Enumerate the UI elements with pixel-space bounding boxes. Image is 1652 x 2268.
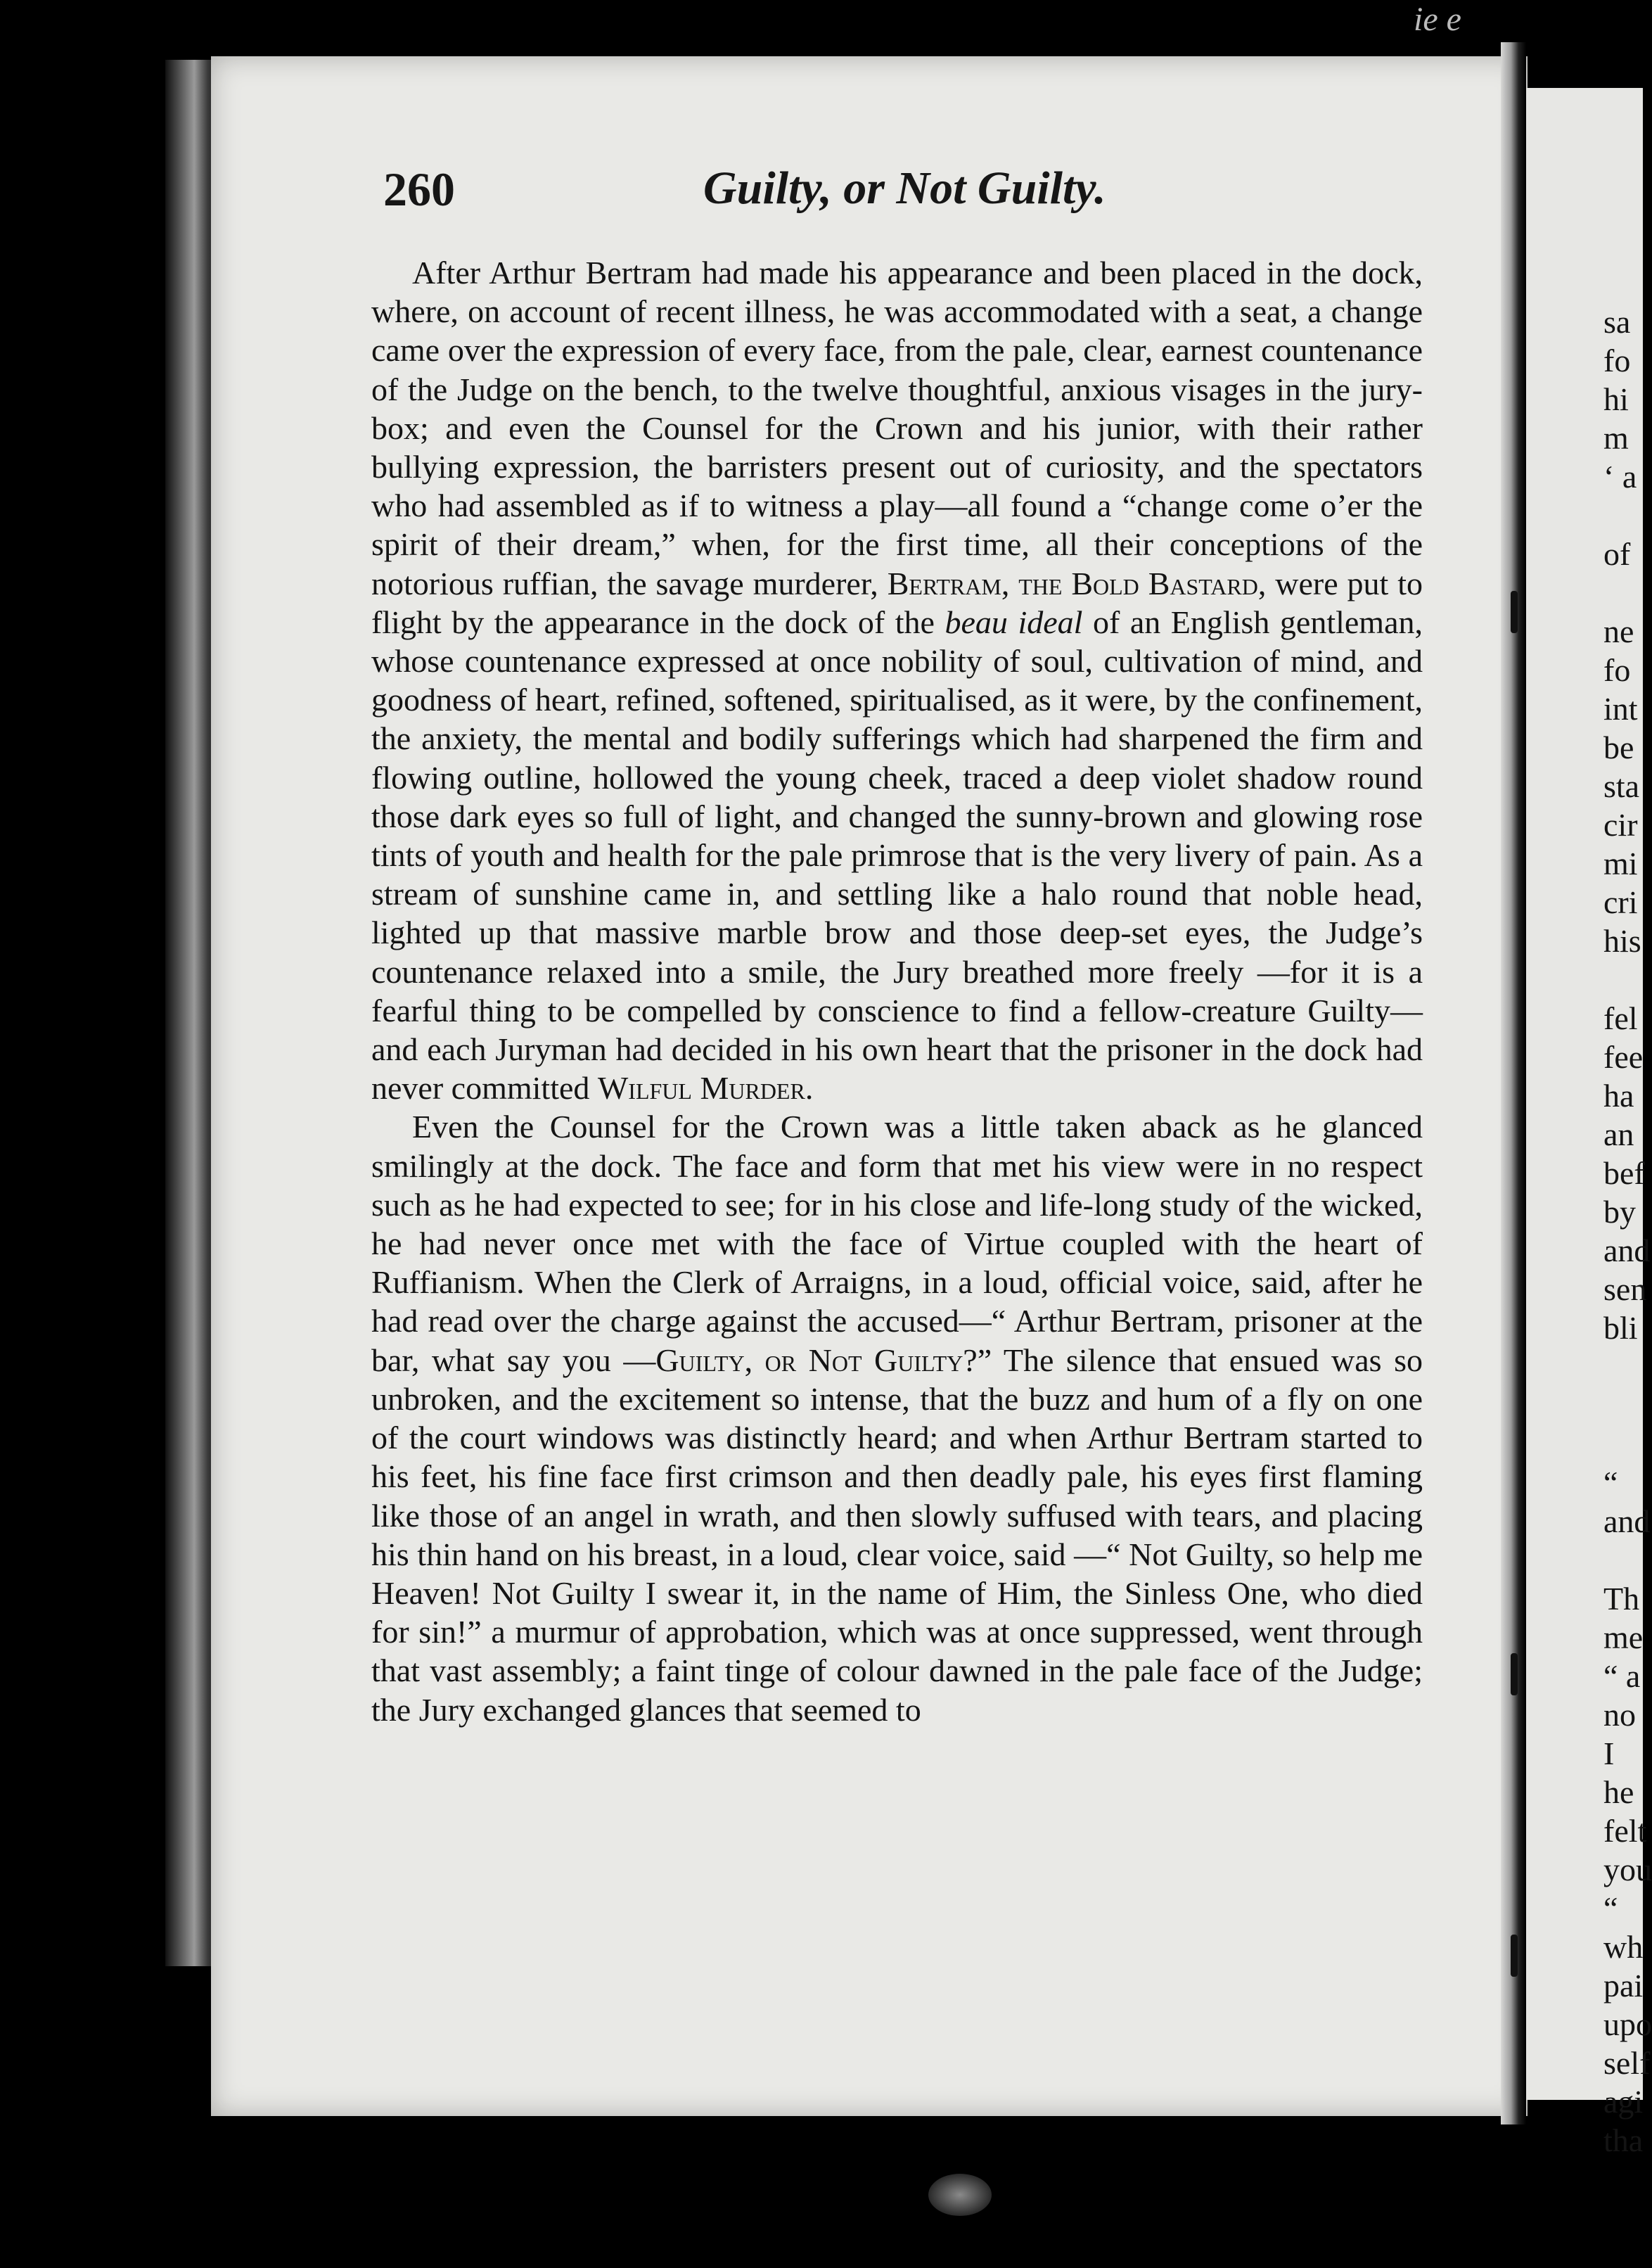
facing-line: he [1603, 1774, 1634, 1810]
text-segment: After Arthur Bertram had made his appearance and been placed in the dock, where, on account of recent illness, he was accommodated with a seat, a change came over the expression of every face, from the pale, clear, earnest countenance of the Judge on the bench, to the twelve thoughtful, anxious visages in the jury-box; and even the Counsel for the Crown and his junior, with their rather bullying expression, the barristers present out of curiosity, and the spectators who had assembled as if to witness a play—all found a “change come o’er the spirit of their dream,” when, for the first time, all their conceptions of the notorious ruffian, the savage murderer, [371, 255, 1423, 601]
facing-line: felt [1603, 1813, 1647, 1849]
page-header [383, 162, 1424, 239]
scan-smudge [928, 2174, 992, 2216]
facing-line: you [1603, 1852, 1652, 1887]
facing-line: pai [1603, 1968, 1644, 2003]
facing-line: be [1603, 730, 1634, 765]
book-spine-shadow [165, 60, 218, 1966]
gutter-fold [1501, 42, 1526, 2124]
page-number: 260 [383, 163, 455, 216]
facing-line: “ a [1603, 1658, 1641, 1694]
facing-line: ne [1603, 613, 1634, 649]
text-segment: Guilty, or Not Guilty? [655, 1342, 978, 1378]
facing-line [1603, 1386, 1646, 1425]
facing-line: m [1603, 420, 1629, 456]
facing-line: his [1603, 923, 1641, 959]
facing-line: cir [1603, 807, 1638, 843]
facing-line: “ [1603, 1890, 1618, 1926]
corner-scribble: ie e [1414, 1, 1461, 38]
facing-line: tha [1603, 2122, 1644, 2158]
text-segment: beau ideal [945, 604, 1083, 640]
facing-line: by [1603, 1194, 1636, 1230]
facing-line: sa [1603, 304, 1631, 340]
facing-page-fragments [1603, 302, 1652, 2160]
facing-line [1603, 1425, 1646, 1463]
facing-line: self [1603, 2045, 1651, 2081]
facing-line: int [1603, 691, 1638, 727]
facing-line: of [1603, 536, 1631, 572]
facing-line: wh [1603, 1929, 1644, 1965]
facing-line: an [1603, 1116, 1634, 1152]
facing-line: ha [1603, 1078, 1634, 1114]
facing-line [1603, 1541, 1646, 1579]
binding-thread-mark [1511, 1935, 1518, 1977]
facing-line [1603, 1347, 1646, 1386]
text-segment: Even the Counsel for the Crown was a little taken aback as he glanced smilingly at the dock. The face and form that met his view were in no respect such as he had expected to see; for in his close and life-long study of the wicked, he had never once met with the face of Virtue coupled with the heart of Ruffianism. When the Clerk of Arraigns, in a loud, official voice, said, after he had read over the charge against the accused—“ Arthur Bertram, prisoner at the bar, what say you — [371, 1109, 1423, 1378]
facing-line [1603, 496, 1646, 535]
facing-line: fel [1603, 1000, 1638, 1036]
facing-line: bef [1603, 1155, 1645, 1191]
running-title: Guilty, or Not Guilty. [703, 163, 1106, 214]
facing-line: fo [1603, 343, 1631, 378]
facing-line: bli [1603, 1310, 1638, 1346]
body-paragraph [371, 1107, 1423, 1728]
facing-line: agi [1603, 2084, 1644, 2120]
facing-line: ‘ a [1603, 459, 1637, 495]
facing-line: cri [1603, 884, 1638, 920]
facing-line: sen [1603, 1271, 1647, 1307]
text-segment: of an English gentleman, whose countenance expressed at once nobility of soul, cultivation of mind, and goodness of heart, refined, softened, spiritualised, as it were, by the confinement, the anxiety, the mental and bodily sufferings which had sharpened the firm and flowing outline, hollowed the young cheek, traced a deep violet shadow round those dark eyes so full of light, and changed the sunny-brown and glowing rose tints of youth and health for the pale primrose that is the very livery of pain. As a stream of sunshine came in, and settling like a halo round that noble head, lighted up that massive marble brow and those deep-set eyes, the Judge’s countenance relaxed into a smile, the Jury breathed more freely —for it is a fearful thing to be compelled by conscience to find a fellow-creature Guilty—and each Juryman had decided in his own heart that the prisoner in the dock had never committed [371, 604, 1423, 1107]
facing-line: mi [1603, 846, 1638, 881]
facing-line: me [1603, 1619, 1644, 1655]
text-segment: ” The silence that ensued was so unbroken, and the excitement so intense, that the buzz and hum of a fly on one of the court windows was distinctly heard; and when Arthur Bertram started to his feet, his fine face first crimson and then deadly pale, his eyes first flaming like those of an angel in wrath, and then slowly suffused with tears, and placing his thin hand on his breast, in a loud, clear voice, said —“ Not Guilty, so help me Heaven! Not Guilty I swear it, in the name of Him, the Sinless One, who died for sin!” a murmur of approbation, which was at once suppressed, went through that vast assembly; a faint tinge of colour dawned in the pale face of the Judge; the Jury exchanged glances that seemed to [371, 1342, 1423, 1728]
facing-line: fo [1603, 652, 1631, 688]
text-segment: Bertram, the Bold Bastard, [887, 565, 1267, 601]
facing-line: upo [1603, 2006, 1652, 2042]
body-paragraph [371, 253, 1423, 1107]
facing-line [1603, 960, 1646, 999]
facing-line: and [1603, 1232, 1651, 1268]
facing-line: fee [1603, 1039, 1644, 1075]
facing-line: I [1603, 1735, 1615, 1771]
facing-line: no [1603, 1697, 1636, 1733]
facing-line: and [1603, 1503, 1651, 1539]
facing-line: “ [1603, 1465, 1618, 1501]
facing-line [1603, 573, 1646, 612]
text-segment: were put to flight by the appearance in the dock of the [371, 565, 1423, 640]
body-text [371, 253, 1423, 1729]
binding-thread-mark [1511, 1653, 1518, 1695]
facing-line: sta [1603, 768, 1640, 804]
facing-line: Th [1603, 1581, 1640, 1617]
text-segment: Wilful Murder. [597, 1070, 814, 1107]
facing-line: hi [1603, 381, 1629, 417]
binding-thread-mark [1511, 591, 1518, 633]
